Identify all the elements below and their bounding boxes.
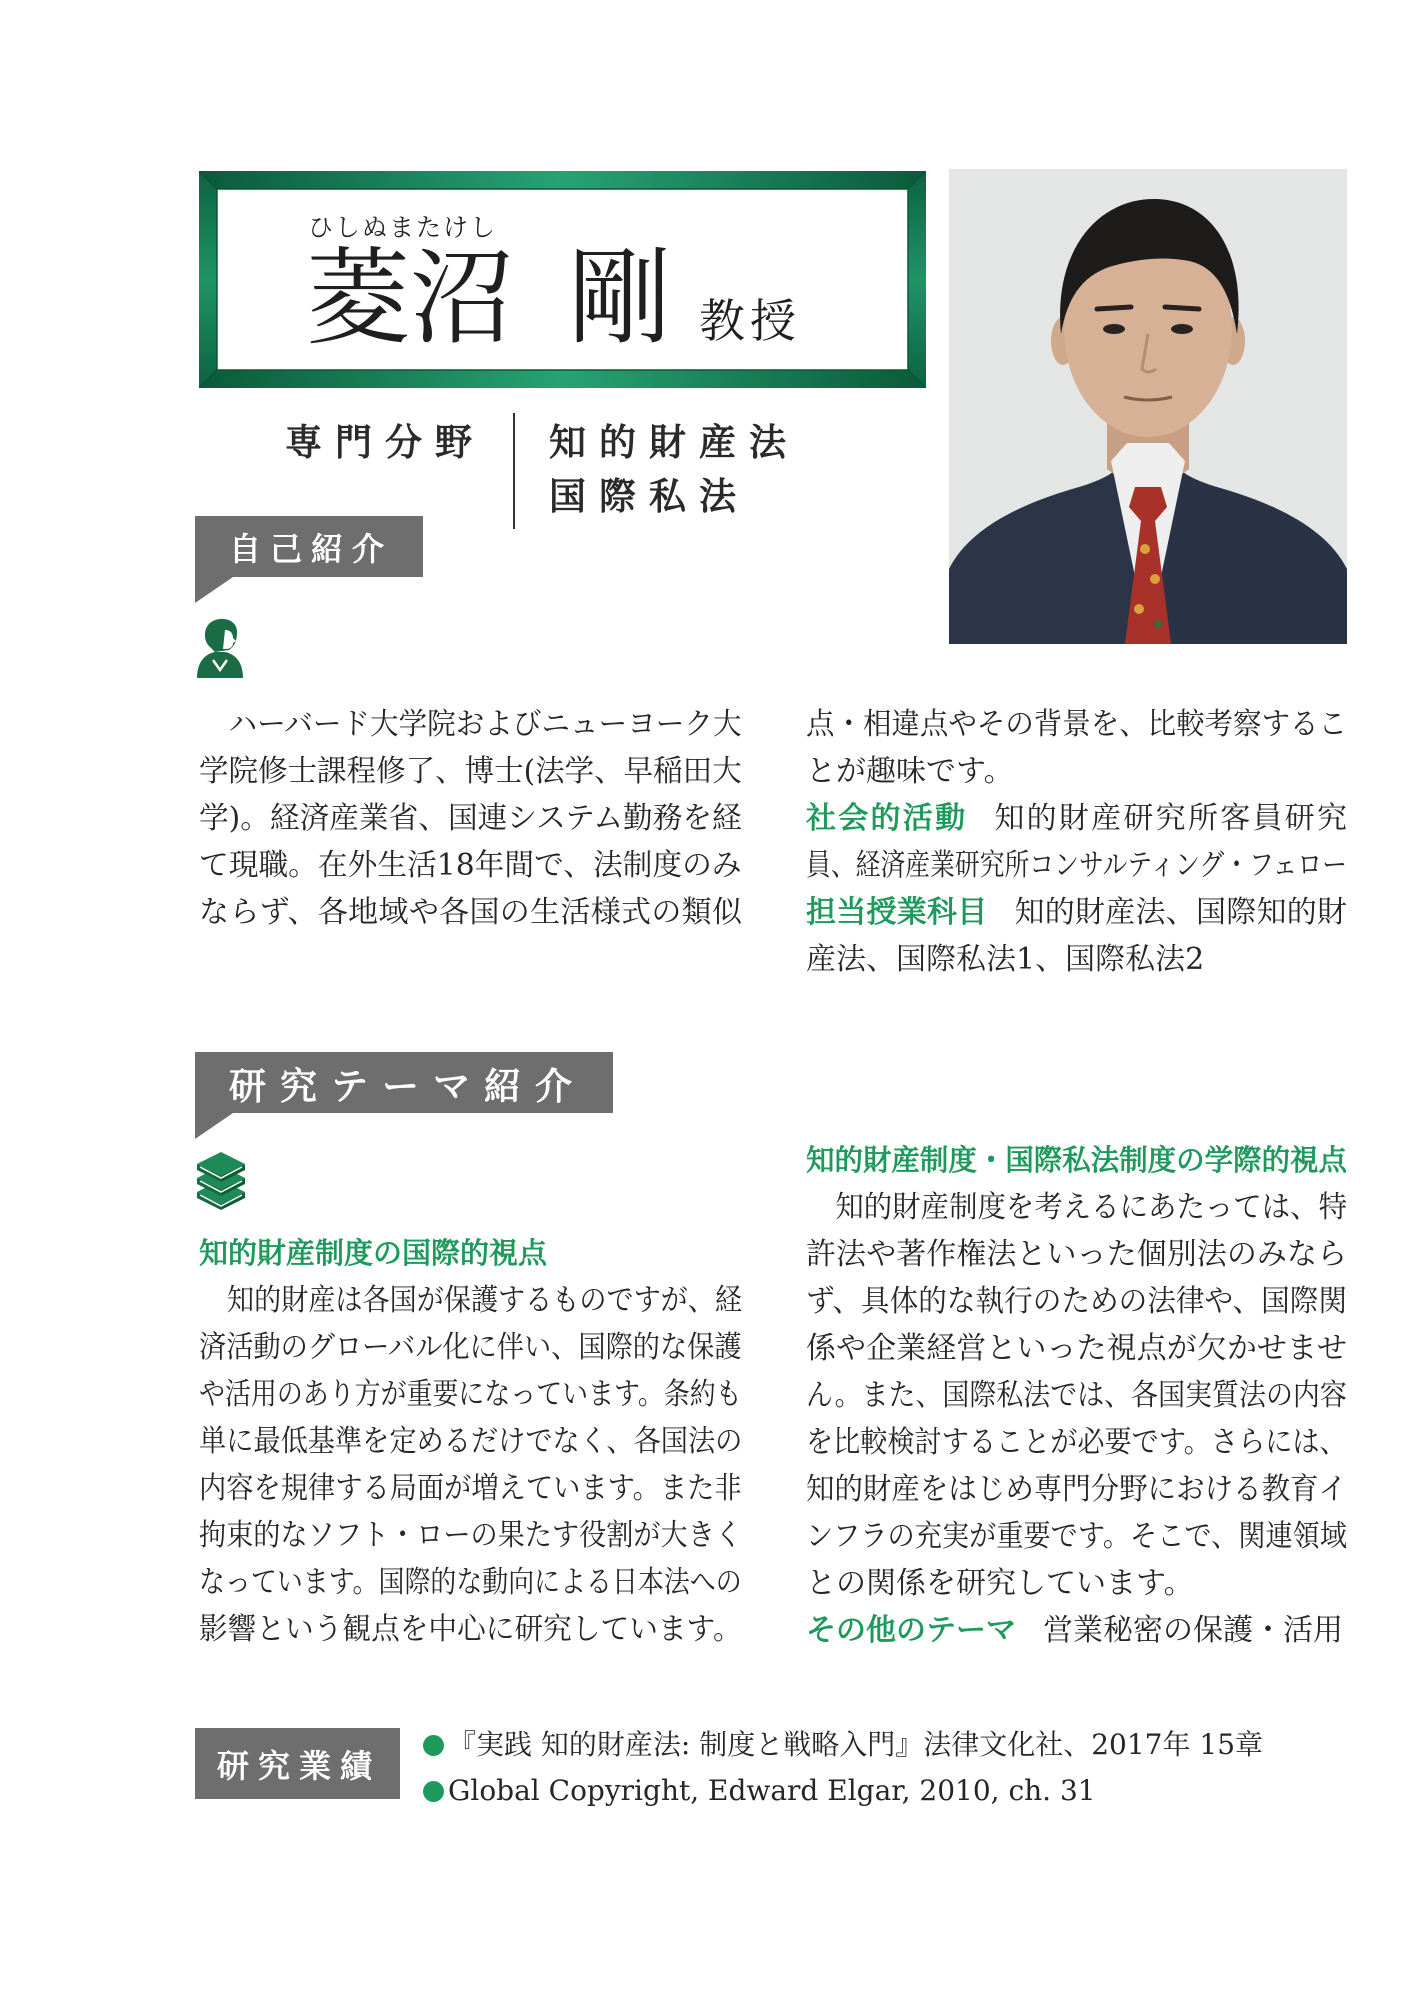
bullet-icon: [423, 1781, 444, 1802]
person-icon: [195, 616, 245, 678]
intro-column-left: [199, 701, 742, 936]
specialty-divider: [513, 413, 515, 529]
achievement-text: 『実践 知的財産法: 制度と戦略入門』法律文化社、2017年 15章: [448, 1728, 1264, 1761]
theme-international-title: 知的財産制度の国際的視点: [199, 1236, 548, 1270]
theme-line: 拘束的なソフト・ローの果たす役割が大きく: [199, 1518, 742, 1553]
theme-line: 係や企業経営といった視点が欠かせませ: [806, 1331, 1347, 1366]
theme-line: 済活動のグローバル化に伴い、国際的な保護: [199, 1330, 742, 1365]
section-label-intro: [195, 516, 423, 577]
social-activity-line: 員、経済産業研究所コンサルティング・フェロー: [806, 848, 1347, 883]
specialty-field: 国際私法: [549, 475, 749, 518]
bio-line: 学)。経済産業省、国連システム勤務を経: [199, 801, 742, 836]
section-label-intro-text: 自己紹介: [229, 529, 394, 568]
courses-line: [806, 889, 1347, 936]
bio-line: ならず、各地域や各国の生活様式の類似: [199, 895, 742, 930]
achievement-item: [423, 1768, 1353, 1814]
achievement-text: Global Copyright, Edward Elgar, 2010, ch. 31: [448, 1774, 1096, 1807]
theme-line: 単に最低基準を定めるだけでなく、各国法の: [199, 1424, 743, 1459]
section-label-research-text: 研究テーマ紹介: [229, 1064, 586, 1108]
courses-text: 知的財産法、国際知的財: [1014, 895, 1347, 930]
intro-column-right: [806, 701, 1347, 983]
theme-line: 内容を規律する局面が増えています。また非: [199, 1471, 742, 1506]
theme-line: との関係を研究しています。: [806, 1566, 1194, 1601]
bio-line: て現職。在外生活18年間で、法制度のみ: [199, 848, 742, 883]
courses-label: 担当授業科目: [806, 895, 988, 930]
theme-line: 影響という観点を中心に研究しています。: [199, 1612, 742, 1647]
other-themes-label: その他のテーマ: [806, 1613, 1016, 1648]
theme-line: ん。また、国際私法では、各国実質法の内容: [806, 1378, 1347, 1413]
bio-line: 学院修士課程修了、博士(法学、早稲田大: [199, 754, 742, 789]
bio-line: 点・相違点やその背景を、比較考察するこ: [806, 707, 1347, 742]
theme-line: や活用のあり方が重要になっています。条約も: [199, 1377, 742, 1412]
other-themes-line: [806, 1607, 1347, 1654]
given-name: 剛: [568, 237, 673, 359]
specialty-field: 知的財産法: [549, 421, 799, 464]
specialty-fields: [549, 420, 799, 528]
section-label-achievements-text: 研究業績: [217, 1746, 382, 1785]
research-column-right: [806, 1137, 1347, 1654]
other-themes-text: 営業秘密の保護・活用: [1043, 1613, 1343, 1648]
theme-interdisciplinary-title: 知的財産制度・国際私法制度の学際的視点: [806, 1143, 1348, 1177]
surname: 菱沼: [306, 237, 515, 359]
theme-line: ンフラの充実が重要です。そこで、関連領域: [806, 1519, 1347, 1554]
social-activity-label: 社会的活動: [806, 801, 968, 836]
academic-title: 教授: [699, 294, 801, 348]
social-activity-text: 知的財産研究所客員研究: [994, 801, 1348, 836]
theme-line: ず、具体的な執行のための法律や、国際関: [806, 1284, 1347, 1319]
research-column-left: [199, 1230, 742, 1653]
specialty-label: 専門分野: [285, 421, 485, 464]
bio-line: ハーバード大学院およびニューヨーク大: [228, 707, 742, 742]
courses-line: 産法、国際私法1、国際私法2: [806, 942, 1205, 977]
social-activity-line: [806, 795, 1347, 842]
theme-line: を比較検討することが必要です。さらには、: [806, 1425, 1347, 1460]
theme-line: なっています。国際的な動向による日本法への: [199, 1565, 742, 1600]
section-label-achievements: [195, 1728, 400, 1799]
bullet-icon: [423, 1735, 444, 1756]
achievement-item: [423, 1722, 1353, 1768]
bio-line: とが趣味です。: [806, 754, 1014, 789]
theme-line: 知的財産をはじめ専門分野における教育イ: [806, 1472, 1347, 1507]
theme-line: 知的財産制度を考えるにあたっては、特: [835, 1190, 1347, 1225]
achievements-list: [423, 1722, 1353, 1814]
section-label-research: [195, 1052, 613, 1113]
books-icon: [195, 1146, 247, 1212]
name-furigana: ひしぬまたけし: [308, 213, 498, 242]
theme-line: 知的財産は各国が保護するものですが、経: [227, 1283, 743, 1318]
portrait-photo: [949, 169, 1347, 644]
theme-line: 許法や著作権法といった個別法のみなら: [806, 1237, 1347, 1272]
